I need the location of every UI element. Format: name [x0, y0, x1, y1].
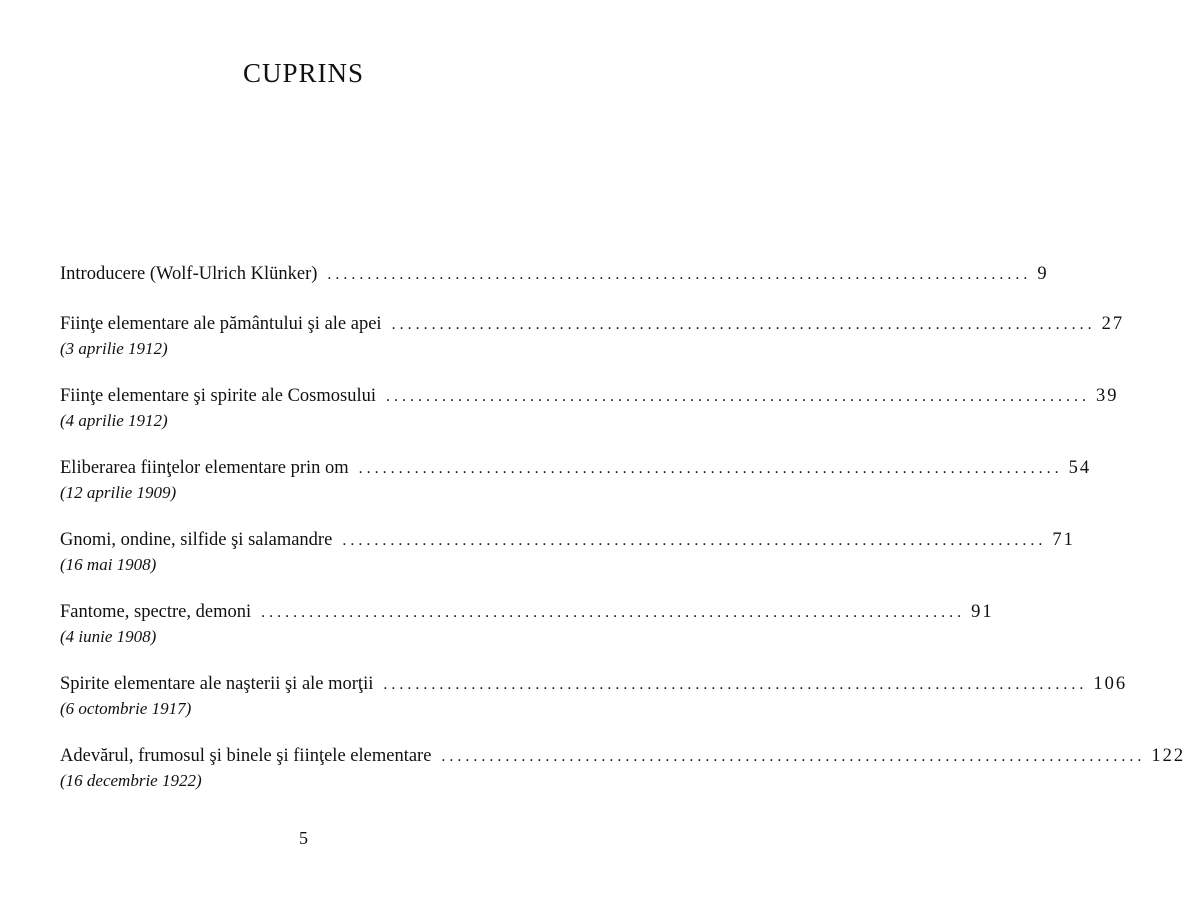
leader-dots: ........................................................................................ — [327, 266, 1032, 283]
toc-entry — [60, 744, 1185, 793]
toc-entry-page: 27 — [1101, 314, 1125, 334]
toc-entry-page: 9 — [1037, 264, 1049, 284]
toc-entry-date: (16 mai 1908) — [60, 555, 157, 574]
toc-entry-page: 91 — [971, 602, 994, 622]
toc-entry-date: (4 aprilie 1912) — [60, 411, 168, 430]
toc-entry — [60, 312, 1125, 361]
toc-entry — [60, 528, 1075, 577]
toc-entry-date: (3 aprilie 1912) — [60, 339, 168, 358]
toc-entry-line — [60, 672, 1128, 697]
toc-entry-line — [60, 262, 1049, 287]
toc-entry-title: Gnomi, ondine, silfide şi salamandre — [60, 530, 333, 550]
leader-dots: ........................................................................................ — [358, 460, 1063, 477]
toc-entry — [60, 600, 994, 649]
page-number: 5 — [299, 828, 308, 848]
toc-entry-title: Fantome, spectre, demoni — [60, 602, 252, 622]
toc-entry-title: Adevărul, frumosul şi binele şi fiinţele elementare — [60, 746, 432, 766]
toc-entry-title: Eliberarea fiinţelor elementare prin om — [60, 458, 349, 478]
toc-entry-date: (16 decembrie 1922) — [60, 771, 202, 790]
toc-entry-page: 71 — [1052, 530, 1075, 550]
toc-entry-page: 39 — [1095, 386, 1119, 406]
toc-entry — [60, 672, 1128, 721]
toc-entry-date: (12 aprilie 1909) — [60, 483, 177, 502]
leader-dots: ........................................................................................ — [342, 532, 1047, 549]
leader-dots: ........................................................................................ — [385, 388, 1090, 405]
toc-entry — [60, 262, 1049, 287]
leader-dots: ........................................................................................ — [383, 676, 1088, 693]
toc-entry-page: 106 — [1093, 674, 1128, 694]
toc-entry — [60, 384, 1119, 433]
toc-entry — [60, 456, 1092, 505]
toc-entry-page: 122 — [1151, 746, 1185, 766]
toc-entry-line — [60, 528, 1075, 553]
toc-entry-line — [60, 456, 1092, 481]
toc-entry-line — [60, 384, 1119, 409]
page-title: CUPRINS — [242, 58, 365, 88]
leader-dots: ........................................................................................ — [441, 748, 1146, 765]
toc-entry-date: (4 iunie 1908) — [60, 627, 157, 646]
toc-entry-date: (6 octombrie 1917) — [60, 699, 192, 718]
toc-entry-title: Introducere (Wolf-Ulrich Klünker) — [60, 264, 318, 284]
leader-dots: ........................................................................................ — [261, 604, 966, 621]
toc-entry-title: Fiinţe elementare ale pământului şi ale apei — [60, 314, 382, 334]
toc-entry-title: Spirite elementare ale naşterii şi ale morţii — [60, 674, 374, 694]
toc-entry-line — [60, 600, 994, 625]
toc-entry-title: Fiinţe elementare şi spirite ale Cosmosului — [60, 386, 376, 406]
toc-entry-line — [60, 744, 1185, 769]
toc-entry-line — [60, 312, 1125, 337]
leader-dots: ........................................................................................ — [391, 316, 1096, 333]
toc-entry-page: 54 — [1068, 458, 1092, 478]
